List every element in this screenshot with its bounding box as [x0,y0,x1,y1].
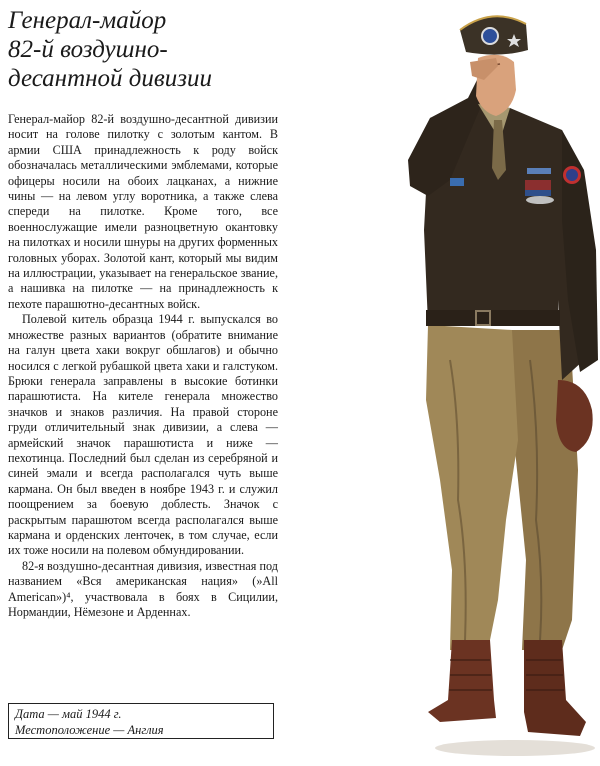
page-title [8,6,268,93]
jump-wings [526,196,554,204]
general-illustration [300,0,600,766]
title-line-3: десантной дивизии [8,65,213,92]
title-line-1: Генерал-майор [8,7,167,34]
paragraph-1: Генерал-майор 82-й воздушно-десантной дивизии носит на голове пилотку с золотым кантом. В армии США принадлежность к роду войск обозначалась металлическими эмблемами, которые офицеры носили на обоих лацканах, а нижние чины — на левом углу воротника, а также слева спереди на пилотке. Кроме того, все военнослужащие имели разноцветную окантовку на пилотках и носили шнуры на других форменных головных уборах. Золотой кант, который мы видим на иллюстрации, указывает на генеральское звание, а нашивка на пилотке — на принадлежность к пехоте парашютно-десантных войск. [8,112,278,311]
boot-back [524,640,586,736]
boot-front [428,640,496,722]
caption-date: Дата — май 1944 г. [15,707,122,721]
paragraph-2: Полевой китель образца 1944 г. выпускался во множестве разных вариантов (обратите внимание на галун цвета хаки вокруг обшлагов) и обычно носился с легкой рубашкой цвета хаки и галстуком. Брюки генерала заправлены в высокие ботинки парашютиста. На кителе генерала множество значков и знаков различия. На правой стороне груди отличительный знак дивизии, а слева — армейский значок парашютиста и ниже — пехотинца. Последний был сделан из серебряной и синей эмали и всегда располагался чуть выше кармана. Он был введен в ноябре 1943 г. и служил поощрением за боевую доблесть. Значок с раскрытым парашютом всегда располагался выше кармана и орденских ленточек, в том случае, если их тоже носили на полевом обмундировании. [8,312,278,558]
paragraph-3: 82-я воздушно-десантная дивизия, известная под названием «Вся американская нация» (»All American»)⁴, участвовала в боях в Сицилии, Нормандии, Нёмезоне и Арденнах. [8,558,278,619]
belt [426,310,560,326]
title-line-2: 82-й воздушно- [8,36,168,63]
infantry-badge [527,168,551,174]
article-body [8,112,278,620]
glove [556,380,593,452]
caption-location: Местоположение — Англия [15,723,164,737]
trouser-leg-front [426,325,518,650]
caption-box [8,703,274,739]
ground-shadow [435,740,595,756]
ribbon-bar [525,180,551,190]
cap-patch-icon [482,28,498,44]
division-badge [450,178,464,186]
